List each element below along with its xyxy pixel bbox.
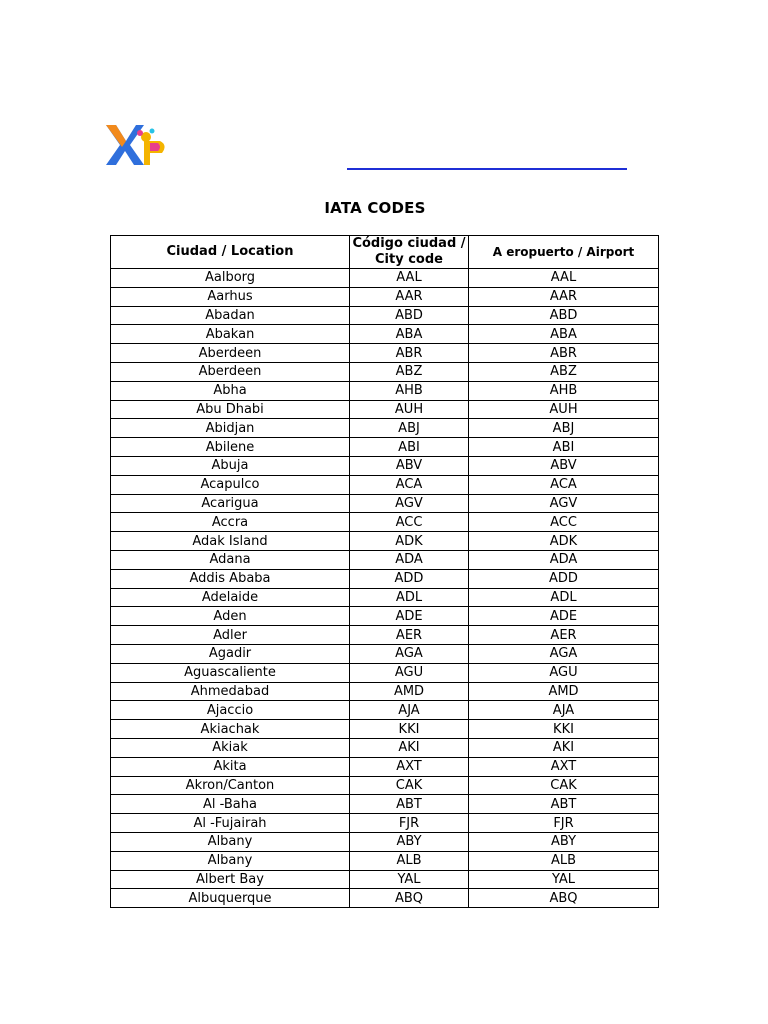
cell-location: Abidjan	[111, 419, 350, 438]
cell-airport-code: ABZ	[469, 362, 659, 381]
cell-city-code: AGU	[350, 663, 469, 682]
table-row	[111, 419, 659, 438]
cell-location: Adelaide	[111, 588, 350, 607]
table-row	[111, 569, 659, 588]
cell-airport-code: CAK	[469, 776, 659, 795]
table-row	[111, 701, 659, 720]
table-row	[111, 344, 659, 363]
cell-city-code: AJA	[350, 701, 469, 720]
cell-airport-code: AXT	[469, 757, 659, 776]
cell-city-code: AGA	[350, 644, 469, 663]
cell-location: Adana	[111, 550, 350, 569]
cell-airport-code: ALB	[469, 851, 659, 870]
cell-airport-code: AHB	[469, 381, 659, 400]
cell-location: Akiak	[111, 738, 350, 757]
cell-city-code: ADK	[350, 532, 469, 551]
cell-location: Abilene	[111, 438, 350, 457]
cell-airport-code: AAL	[469, 269, 659, 288]
cell-airport-code: AJA	[469, 701, 659, 720]
table-row	[111, 738, 659, 757]
table-row	[111, 851, 659, 870]
cell-airport-code: ABD	[469, 306, 659, 325]
table-row	[111, 795, 659, 814]
cell-city-code: ACC	[350, 513, 469, 532]
cell-airport-code: AKI	[469, 738, 659, 757]
table-row	[111, 814, 659, 833]
table-row	[111, 682, 659, 701]
cell-location: Aalborg	[111, 269, 350, 288]
table-row	[111, 362, 659, 381]
table-row	[111, 475, 659, 494]
cell-city-code: ABR	[350, 344, 469, 363]
cell-airport-code: YAL	[469, 870, 659, 889]
cell-location: Albany	[111, 851, 350, 870]
cell-city-code: KKI	[350, 720, 469, 739]
cell-location: Agadir	[111, 644, 350, 663]
cell-city-code: ABY	[350, 832, 469, 851]
column-header-city-code	[350, 236, 469, 269]
cell-location: Albuquerque	[111, 889, 350, 908]
cell-location: Ahmedabad	[111, 682, 350, 701]
cell-location: Akiachak	[111, 720, 350, 739]
table-row	[111, 269, 659, 288]
document-title: IATA CODES	[324, 199, 426, 217]
cell-location: Abha	[111, 381, 350, 400]
cell-city-code: ABT	[350, 795, 469, 814]
cell-airport-code: ABT	[469, 795, 659, 814]
cell-airport-code: AGV	[469, 494, 659, 513]
table-row	[111, 626, 659, 645]
table-row	[111, 494, 659, 513]
cell-location: Adler	[111, 626, 350, 645]
cell-city-code: AGV	[350, 494, 469, 513]
cell-location: Acapulco	[111, 475, 350, 494]
iata-codes-table	[110, 235, 659, 908]
table-row	[111, 889, 659, 908]
cell-city-code: ADL	[350, 588, 469, 607]
table-header-row	[111, 236, 659, 269]
table-row	[111, 550, 659, 569]
cell-location: Acarigua	[111, 494, 350, 513]
cell-city-code: AKI	[350, 738, 469, 757]
header-rule	[347, 168, 627, 170]
cell-city-code: YAL	[350, 870, 469, 889]
cell-airport-code: AER	[469, 626, 659, 645]
table-row	[111, 870, 659, 889]
cell-airport-code: ABR	[469, 344, 659, 363]
cell-city-code: ABZ	[350, 362, 469, 381]
cell-city-code: ALB	[350, 851, 469, 870]
table-row	[111, 663, 659, 682]
company-logo	[104, 123, 168, 169]
cell-airport-code: FJR	[469, 814, 659, 833]
cell-location: Addis Ababa	[111, 569, 350, 588]
cell-city-code: ABJ	[350, 419, 469, 438]
cell-location: Adak Island	[111, 532, 350, 551]
cell-airport-code: ABA	[469, 325, 659, 344]
cell-airport-code: ADK	[469, 532, 659, 551]
table-row	[111, 438, 659, 457]
cell-city-code: ABI	[350, 438, 469, 457]
cell-airport-code: ADE	[469, 607, 659, 626]
table-row	[111, 400, 659, 419]
column-header-city-code-label: Código ciudad / City code	[352, 236, 466, 267]
cell-city-code: ABV	[350, 456, 469, 475]
cell-airport-code: ADA	[469, 550, 659, 569]
table-row	[111, 306, 659, 325]
table-row	[111, 776, 659, 795]
cell-city-code: ACA	[350, 475, 469, 494]
cell-location: Al -Baha	[111, 795, 350, 814]
cell-city-code: AAR	[350, 287, 469, 306]
cell-location: Abuja	[111, 456, 350, 475]
cell-city-code: AHB	[350, 381, 469, 400]
table-row	[111, 607, 659, 626]
cell-location: Ajaccio	[111, 701, 350, 720]
cell-airport-code: ABJ	[469, 419, 659, 438]
cell-city-code: AMD	[350, 682, 469, 701]
cell-airport-code: ABQ	[469, 889, 659, 908]
cell-city-code: AER	[350, 626, 469, 645]
cell-city-code: AUH	[350, 400, 469, 419]
cell-airport-code: AMD	[469, 682, 659, 701]
cell-location: Aarhus	[111, 287, 350, 306]
cell-location: Al -Fujairah	[111, 814, 350, 833]
cell-airport-code: ABI	[469, 438, 659, 457]
cell-location: Abu Dhabi	[111, 400, 350, 419]
cell-city-code: ABA	[350, 325, 469, 344]
cell-airport-code: AUH	[469, 400, 659, 419]
cell-city-code: ABD	[350, 306, 469, 325]
cell-city-code: CAK	[350, 776, 469, 795]
table-row	[111, 532, 659, 551]
cell-airport-code: ADD	[469, 569, 659, 588]
table-row	[111, 832, 659, 851]
cell-airport-code: ACC	[469, 513, 659, 532]
cell-location: Abakan	[111, 325, 350, 344]
cell-city-code: ABQ	[350, 889, 469, 908]
cell-location: Albert Bay	[111, 870, 350, 889]
cell-city-code: AAL	[350, 269, 469, 288]
cell-city-code: FJR	[350, 814, 469, 833]
cell-city-code: AXT	[350, 757, 469, 776]
cell-location: Aguascaliente	[111, 663, 350, 682]
cell-location: Aberdeen	[111, 362, 350, 381]
table-row	[111, 287, 659, 306]
table-row	[111, 513, 659, 532]
cell-airport-code: ADL	[469, 588, 659, 607]
table-row	[111, 588, 659, 607]
cell-location: Aden	[111, 607, 350, 626]
cell-location: Aberdeen	[111, 344, 350, 363]
cell-airport-code: ABY	[469, 832, 659, 851]
cell-airport-code: AGU	[469, 663, 659, 682]
cell-airport-code: KKI	[469, 720, 659, 739]
column-header-airport: A eropuerto / Airport	[469, 236, 659, 269]
table-row	[111, 456, 659, 475]
cell-city-code: ADD	[350, 569, 469, 588]
table-row	[111, 720, 659, 739]
cell-airport-code: AAR	[469, 287, 659, 306]
cell-city-code: ADA	[350, 550, 469, 569]
cell-airport-code: AGA	[469, 644, 659, 663]
cell-location: Albany	[111, 832, 350, 851]
table-row	[111, 381, 659, 400]
table-row	[111, 325, 659, 344]
table-row	[111, 757, 659, 776]
cell-city-code: ADE	[350, 607, 469, 626]
table-row	[111, 644, 659, 663]
cell-location: Accra	[111, 513, 350, 532]
cell-location: Akron/Canton	[111, 776, 350, 795]
cell-airport-code: ABV	[469, 456, 659, 475]
cell-airport-code: ACA	[469, 475, 659, 494]
column-header-location: Ciudad / Location	[111, 236, 350, 269]
cell-location: Abadan	[111, 306, 350, 325]
cell-location: Akita	[111, 757, 350, 776]
